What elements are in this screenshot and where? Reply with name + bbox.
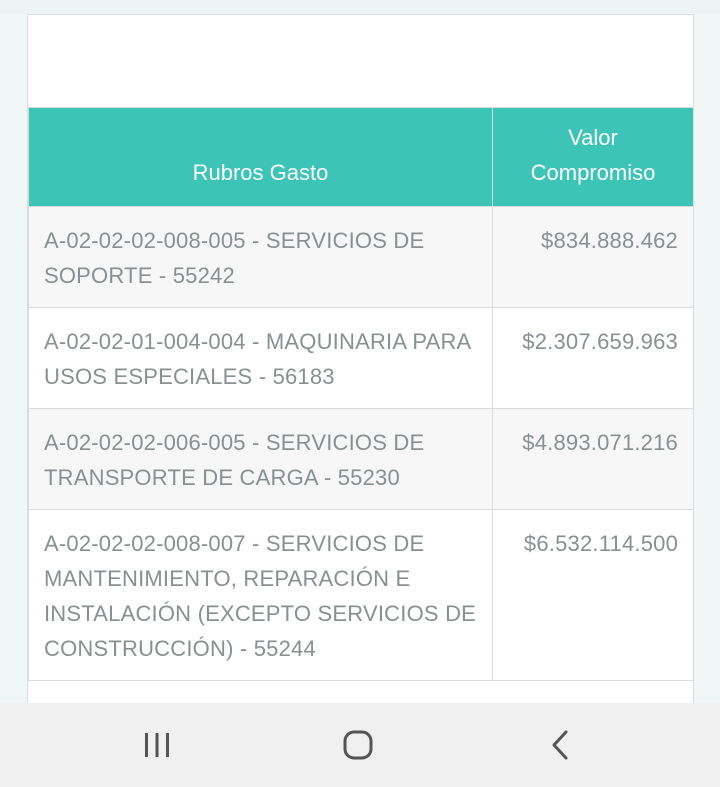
rubro-cell: A-02-02-02-008-005 - SERVICIOS DE SOPORTE - 55242 xyxy=(29,207,493,308)
valor-cell: $2.307.659.963 xyxy=(493,308,694,409)
valor-cell: $834.888.462 xyxy=(493,207,694,308)
table-row[interactable] xyxy=(29,409,694,510)
table-header-row xyxy=(29,108,694,207)
header-valor-compromiso[interactable]: Valor Compromiso xyxy=(493,108,694,207)
rubro-cell: A-02-02-02-008-007 - SERVICIOS DE MANTENIMIENTO, REPARACIÓN E INSTALACIÓN (EXCEPTO SERVICIOS DE CONSTRUCCIÓN) - 55244 xyxy=(29,510,493,681)
back-icon xyxy=(548,729,572,761)
rubros-table xyxy=(28,107,694,681)
home-button[interactable] xyxy=(318,703,398,787)
valor-cell: $4.893.071.216 xyxy=(493,409,694,510)
navigation-bar xyxy=(0,703,720,787)
rubro-cell: A-02-02-01-004-004 - MAQUINARIA PARA USOS ESPECIALES - 56183 xyxy=(29,308,493,409)
rubro-cell: A-02-02-02-006-005 - SERVICIOS DE TRANSPORTE DE CARGA - 55230 xyxy=(29,409,493,510)
recent-apps-icon xyxy=(142,731,172,759)
header-rubros-gasto[interactable]: Rubros Gasto xyxy=(29,108,493,207)
recent-apps-button[interactable] xyxy=(117,703,197,787)
valor-cell: $6.532.114.500 xyxy=(493,510,694,681)
top-strip xyxy=(0,0,720,14)
home-icon xyxy=(342,729,374,761)
table-row[interactable] xyxy=(29,207,694,308)
back-button[interactable] xyxy=(520,703,600,787)
table-row[interactable] xyxy=(29,510,694,681)
table-row[interactable] xyxy=(29,308,694,409)
